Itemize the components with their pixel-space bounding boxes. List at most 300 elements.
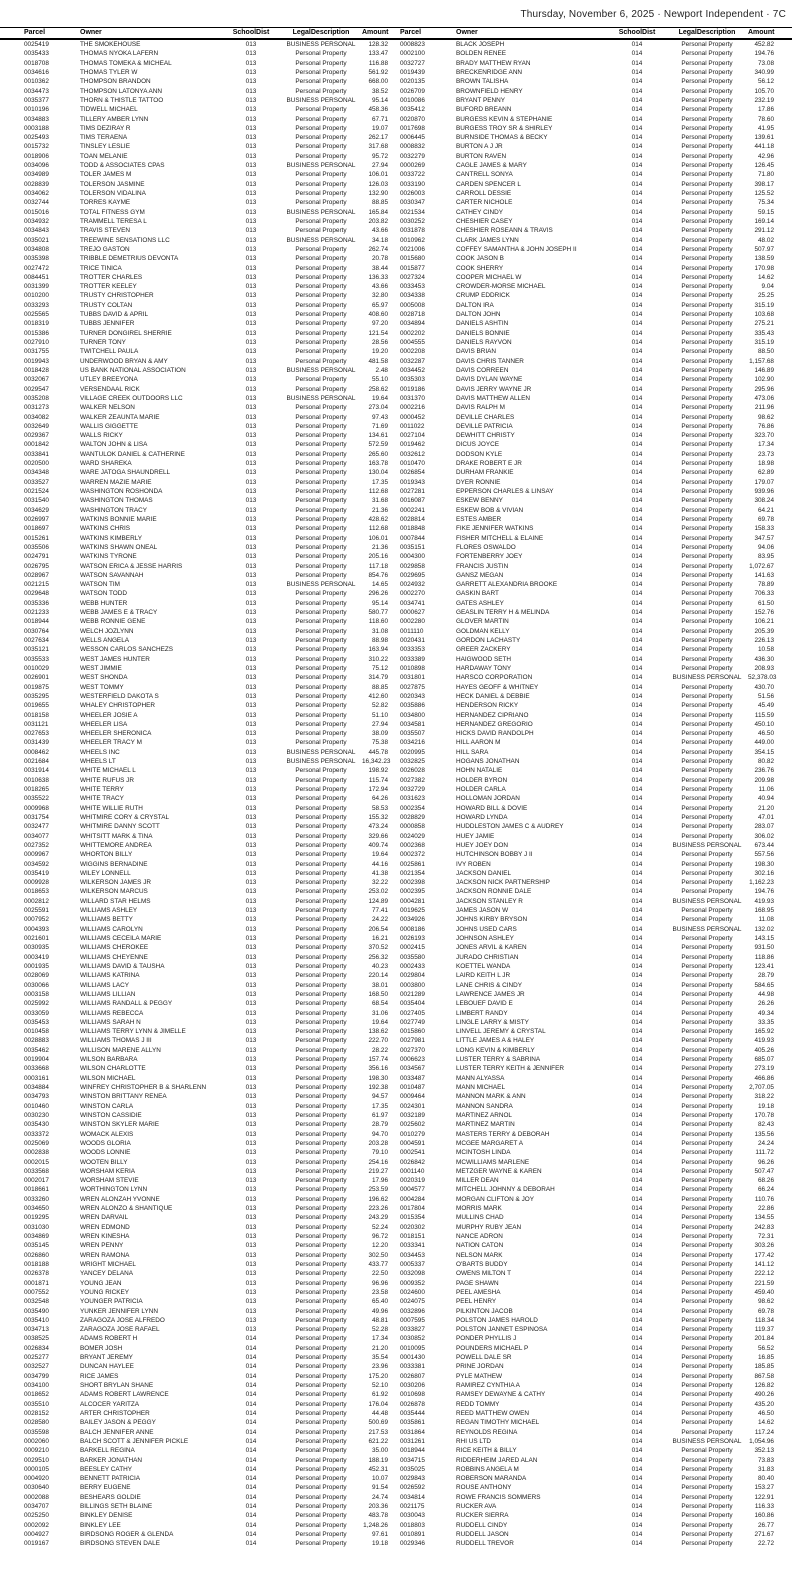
parcel-cell: 0026003 [400,190,425,197]
parcel-cell: 0026878 [400,1400,425,1408]
table-row [0,254,396,263]
amount-cell: 94.57 [372,1093,388,1101]
owner-cell: THOMAS NYOKA LAFERN [80,50,159,58]
amount-cell: 138.62 [368,1028,388,1036]
table-row [0,1195,396,1204]
legaldescription-cell: Personal Property [681,1046,733,1054]
schooldist-cell: 014 [631,329,643,337]
owner-cell: HERNANDEZ GREGORIO [456,720,533,728]
owner-cell: WILKERSON JAMES JR [80,879,152,887]
legaldescription-cell: Personal Property [681,227,733,235]
legaldescription-cell: Personal Property [681,1242,733,1250]
parcel-cell: 0008823 [400,41,425,48]
legaldescription-cell: Personal Property [295,1270,347,1278]
amount-cell: 112.68 [368,488,388,495]
parcel-cell: 0034100 [24,1382,49,1389]
legaldescription-cell: Personal Property [681,1000,733,1008]
parcel-cell: 0035510 [24,1400,49,1408]
owner-cell: NANCE ADRON [456,1233,503,1240]
parcel-cell: 0004927 [24,1531,49,1538]
table-row [0,77,396,86]
amount-cell: 253.02 [368,888,388,896]
schooldist-cell: 013 [245,935,257,942]
table-row [396,282,792,291]
schooldist-cell: 014 [631,1531,643,1538]
table-row [396,310,792,319]
schooldist-cell: 013 [245,730,257,738]
owner-cell: WELLS ANGELA [80,637,130,644]
owner-cell: FORTENBERRY JOEY [456,553,523,561]
parcel-cell: 0019943 [24,357,49,365]
legaldescription-cell: Personal Property [295,441,347,449]
table-row [396,1465,792,1474]
owner-cell: ESKEW BENNY [456,497,503,505]
table-row [396,115,792,124]
schooldist-cell: 014 [631,450,643,458]
parcel-cell: 0021354 [400,869,425,877]
owner-cell: WILLIAMS TERRY LYNN & JIMELLE [80,1028,186,1036]
legaldescription-cell: Personal Property [295,1158,347,1166]
amount-cell: 473.06 [754,394,774,402]
legaldescription-cell: Personal Property [681,609,733,617]
parcel-cell: 0029858 [400,562,425,570]
amount-cell: 52.82 [372,702,388,710]
parcel-cell: 0034452 [400,366,425,374]
amount-cell: 115.59 [754,711,774,719]
schooldist-cell: 014 [631,1186,643,1194]
amount-cell: 79.10 [372,1149,388,1157]
schooldist-cell: 014 [631,1093,643,1101]
amount-cell: 939.96 [754,488,774,495]
schooldist-cell: 013 [245,1270,257,1278]
schooldist-cell: 014 [631,1540,643,1548]
legaldescription-cell: Personal Property [681,525,733,533]
schooldist-cell: 013 [245,981,257,989]
legaldescription-cell: Personal Property [295,1354,347,1362]
owner-cell: DICUS JOYCE [456,441,499,449]
owner-cell: WHITSITT MARK & TINA [80,832,153,840]
schooldist-cell: 014 [631,1279,643,1287]
table-row [396,468,792,477]
parcel-cell: 0021215 [24,581,49,589]
owner-cell: DEWHITT CHRISTY [456,432,515,440]
schooldist-cell: 013 [245,953,257,961]
parcel-cell: 0033260 [24,1195,49,1203]
amount-cell: 17.35 [372,478,388,486]
amount-cell: 203.28 [368,1139,388,1147]
owner-cell: RAMSEY DEWAYNE & CATHY [456,1391,546,1399]
parcel-cell: 0020319 [400,1177,425,1185]
owner-cell: CARTER NICHOLE [456,199,513,207]
owner-cell: WATSON TIM [80,581,120,589]
owner-cell: HARDAWAY TONY [456,664,512,672]
schooldist-cell: 013 [245,385,257,393]
schooldist-cell: 014 [631,1316,643,1324]
table-row [396,1120,792,1129]
table-row [396,543,792,552]
schooldist-cell: 013 [245,1205,257,1213]
legaldescription-cell: Personal Property [295,1074,347,1082]
amount-cell: 188.19 [368,1456,388,1464]
parcel-cell: 0035861 [400,1419,425,1427]
legaldescription-cell: Personal Property [295,1437,347,1445]
legaldescription-cell: Personal Property [681,1521,733,1529]
parcel-cell: 0031864 [400,1428,425,1436]
owner-cell: WREN KINESHA [80,1233,130,1240]
schooldist-cell: 013 [245,1186,257,1194]
parcel-cell: 0020500 [24,460,49,468]
parcel-cell: 0010898 [400,664,425,672]
parcel-cell: 0032287 [400,357,425,365]
schooldist-cell: 013 [245,236,257,244]
parcel-cell: 0026807 [400,1372,425,1380]
owner-cell: HOLDER BYRON [456,776,508,784]
amount-cell: 91.54 [372,1484,388,1492]
legaldescription-cell: Personal Property [681,1503,733,1511]
owner-cell: HUEY JAMIE [456,832,495,840]
amount-cell: 28.22 [372,1046,388,1054]
schooldist-cell: 014 [245,1540,257,1548]
parcel-cell: 0030043 [400,1512,425,1520]
schooldist-cell: 014 [631,1484,643,1492]
table-row [396,887,792,896]
amount-cell: 500.69 [368,1419,388,1427]
legaldescription-cell: Personal Property [681,553,733,561]
table-row [396,645,792,654]
legaldescription-cell: Personal Property [681,124,733,132]
amount-cell: 673.44 [754,841,774,849]
amount-cell: 46.50 [758,1409,774,1417]
owner-cell: TRIBBLE DEMETRIUS DEVONTA [80,255,179,263]
parcel-cell: 0030206 [400,1382,425,1389]
amount-cell: 98.62 [758,413,774,421]
parcel-cell: 0027281 [400,488,425,495]
amount-cell: 19.18 [372,1540,388,1548]
amount-cell: 44.16 [372,860,388,868]
owner-cell: BESHEARS GOLDIE [80,1493,141,1501]
legaldescription-cell: Personal Property [295,124,347,132]
legaldescription-cell: Personal Property [295,1065,347,1073]
amount-cell: 31.68 [372,497,388,505]
parcel-cell: 0034715 [400,1456,425,1464]
amount-cell: 27.94 [372,162,388,170]
owner-cell: WATKINS KIMBERLY [80,534,143,542]
amount-cell: 253.59 [368,1186,388,1194]
legaldescription-cell: Personal Property [295,478,347,486]
amount-cell: 143.15 [754,935,774,942]
owner-cell: MCINTOSH LINDA [456,1149,511,1157]
schooldist-cell: 013 [245,618,257,626]
amount-cell: 445.78 [368,748,388,756]
schooldist-cell: 014 [631,1437,643,1445]
owner-cell: DUNCAN HAYLEE [80,1363,134,1371]
owner-cell: PILKINTON JACOB [456,1307,513,1315]
parcel-cell: 0034062 [24,190,49,197]
legaldescription-cell: Personal Property [295,497,347,505]
amount-cell: 206.54 [368,925,388,933]
schooldist-cell: 014 [631,1512,643,1520]
legaldescription-cell: Personal Property [295,1102,347,1110]
amount-cell: 354.15 [754,748,774,756]
schooldist-cell: 013 [245,590,257,598]
parcel-cell: 0010200 [24,292,49,300]
legaldescription-cell: Personal Property [681,1093,733,1101]
amount-cell: 10.07 [372,1475,388,1483]
table-row [396,142,792,151]
schooldist-cell: 014 [631,1205,643,1213]
table-row [396,608,792,617]
table-row [396,738,792,747]
schooldist-cell: 014 [631,1130,643,1138]
parcel-cell: 0027653 [24,730,49,738]
legaldescription-cell: Personal Property [295,199,347,207]
owner-cell: HILL SARA [456,748,489,756]
schooldist-cell: 014 [631,1354,643,1362]
schooldist-cell: 014 [631,674,643,682]
legaldescription-cell: Personal Property [681,1121,733,1129]
schooldist-cell: 013 [245,786,257,793]
legaldescription-cell: Personal Property [295,562,347,570]
legaldescription-cell: Personal Property [681,981,733,989]
parcel-cell: 0035121 [24,646,49,654]
schooldist-cell: 013 [245,376,257,384]
parcel-cell: 0030640 [24,1484,49,1492]
schooldist-cell: 013 [245,96,257,104]
legaldescription-cell: BUSINESS PERSONAL [286,366,356,374]
owner-cell: HERNANDEZ CIPRIANO [456,711,529,719]
parcel-cell: 0003188 [24,124,49,132]
legaldescription-cell: Personal Property [295,385,347,393]
table-row [0,832,396,841]
amount-cell: 75.34 [758,199,774,207]
parcel-cell: 0019655 [24,702,49,710]
legaldescription-cell: Personal Property [681,935,733,942]
amount-cell: 80.82 [758,758,774,766]
parcel-cell: 0018944 [24,618,49,626]
legaldescription-cell: Personal Property [681,720,733,728]
amount-cell: 9.04 [761,283,774,291]
table-row [0,981,396,990]
schooldist-cell: 014 [631,432,643,440]
table-row [396,878,792,887]
parcel-cell: 0025250 [24,1512,49,1520]
parcel-cell: 0031399 [24,283,49,291]
table-row [396,990,792,999]
schooldist-cell: 013 [245,897,257,905]
amount-cell: 408.60 [368,311,388,319]
parcel-cell: 0031121 [24,720,49,728]
parcel-cell: 0035151 [400,543,425,551]
legaldescription-cell: Personal Property [295,59,347,67]
legaldescription-cell: Personal Property [681,1326,733,1334]
schooldist-cell: 013 [245,683,257,691]
owner-cell: WARE JATOGA SHAUNDRELL [80,469,171,477]
parcel-cell: 0002415 [400,944,425,952]
owner-cell: HOLDER CARLA [456,786,506,793]
table-row [396,925,792,934]
table-row [0,673,396,682]
schooldist-cell: 013 [245,217,257,225]
legaldescription-cell: Personal Property [681,1223,733,1231]
schooldist-cell: 014 [631,879,643,887]
legaldescription-cell: Personal Property [681,301,733,309]
parcel-cell: 0021233 [24,609,49,617]
table-row [396,1018,792,1027]
owner-cell: WILLIAMS BETTY [80,916,133,924]
owner-cell: HOLLOMAN JORDAN [456,795,520,803]
owner-cell: GANSZ MEGAN [456,571,504,579]
schooldist-cell: 013 [245,1009,257,1017]
table-row [0,683,396,692]
table-row [396,254,792,263]
schooldist-cell: 014 [245,1484,257,1492]
parcel-cell: 0026193 [400,935,425,942]
owner-cell: WESSON CARLOS SANCHEZS [80,646,174,654]
schooldist-cell: 013 [245,441,257,449]
owner-cell: WALLS RICKY [80,432,123,440]
schooldist-cell: 014 [631,581,643,589]
owner-cell: JACKSON NICK PARTNERSHIP [456,879,550,887]
parcel-cell: 0035533 [24,655,49,663]
parcel-cell: 0020870 [400,115,425,123]
legaldescription-cell: Personal Property [295,1205,347,1213]
parcel-cell: 0010460 [24,1102,49,1110]
amount-cell: 168.50 [368,990,388,998]
legaldescription-cell: Personal Property [681,683,733,691]
schooldist-cell: 014 [631,1382,643,1389]
masthead: Thursday, November 6, 2025 · Newport Independent · 7C [520,9,786,20]
parcel-cell: 0035453 [24,1018,49,1026]
table-row [396,1325,792,1334]
parcel-cell: 0035507 [400,730,425,738]
legaldescription-cell: Personal Property [681,1456,733,1464]
schooldist-cell: 014 [631,804,643,812]
table-row [0,1204,396,1213]
parcel-cell: 0001935 [24,962,49,970]
owner-cell: TRUSTY CHRISTOPHER [80,292,154,300]
owner-cell: WORSHAM STEVIE [80,1177,139,1185]
legaldescription-cell: Personal Property [295,646,347,654]
table-row [396,68,792,77]
table-row [396,636,792,645]
parcel-cell: 0010279 [400,1130,425,1138]
amount-cell: 163.94 [368,646,388,654]
table-row [396,1092,792,1101]
amount-cell: 273.04 [368,404,388,412]
owner-cell: DAVIS DYLAN WAYNE [456,376,523,384]
amount-cell: 43.66 [372,227,388,235]
parcel-cell: 0030764 [24,627,49,635]
parcel-cell: 0028967 [24,571,49,579]
table-row [396,1511,792,1520]
parcel-cell: 0003161 [24,1074,49,1082]
parcel-cell: 0004300 [400,553,425,561]
amount-cell: 24.74 [372,1493,388,1501]
amount-cell: 40.94 [758,795,774,803]
legaldescription-cell: Personal Property [295,571,347,579]
table-row [396,673,792,682]
owner-cell: JACKSON RONNIE DALE [456,888,532,896]
parcel-cell: 0001842 [24,441,49,449]
amount-cell: 347.57 [754,534,774,542]
schooldist-cell: 014 [631,171,643,179]
table-row [396,1334,792,1343]
amount-cell: 452.31 [368,1465,388,1473]
legaldescription-cell: Personal Property [681,366,733,374]
schooldist-cell: 013 [245,1074,257,1082]
legaldescription-cell: Personal Property [681,1251,733,1259]
legaldescription-cell: Personal Property [295,1465,347,1473]
table-row [396,208,792,217]
schooldist-cell: 013 [245,469,257,477]
amount-cell: 262.74 [368,245,388,253]
owner-cell: BRYANT PENNY [456,96,506,104]
owner-cell: JOHNSON ASHLEY [456,935,514,942]
owner-cell: WOODS GLORIA [80,1139,131,1147]
legaldescription-cell: Personal Property [681,990,733,998]
legaldescription-cell: Personal Property [295,972,347,980]
column-header-schooldist: SchoolDist [608,28,666,40]
amount-cell: 295.96 [754,385,774,393]
parcel-cell: 0026592 [400,1484,425,1492]
legaldescription-cell: Personal Property [681,832,733,840]
owner-cell: GORDON LACHASTY [456,637,521,644]
schooldist-cell: 013 [245,1214,257,1222]
parcel-cell: 0007595 [400,1316,425,1324]
amount-cell: 243.29 [368,1214,388,1222]
amount-cell: 507.97 [754,245,774,253]
table-row [0,1213,396,1222]
parcel-cell: 0019875 [24,683,49,691]
owner-cell: MORRIS MARK [456,1205,502,1213]
schooldist-cell: 013 [245,1279,257,1287]
schooldist-cell: 014 [631,599,643,607]
amount-cell: 136.33 [368,273,388,281]
owner-cell: WILLIAMS REBECCA [80,1009,144,1017]
legaldescription-cell: Personal Property [681,646,733,654]
table-row [396,1344,792,1353]
owner-cell: GREER ZACKERY [456,646,511,654]
legaldescription-cell: Personal Property [681,907,733,915]
parcel-cell: 0032067 [24,376,49,384]
legaldescription-cell: Personal Property [681,1074,733,1082]
legaldescription-cell: Personal Property [295,488,347,495]
legaldescription-cell: BUSINESS PERSONAL [286,96,356,104]
owner-cell: WASHINGTON ROSHONDA [80,488,163,495]
schooldist-cell: 013 [245,1242,257,1250]
amount-cell: 123.41 [754,962,774,970]
parcel-cell: 0001871 [24,1279,49,1287]
schooldist-cell: 014 [631,609,643,617]
owner-cell: POLSTON JANNET ESPINOSA [456,1326,548,1334]
amount-cell: 273.19 [754,1065,774,1073]
parcel-cell: 0020302 [400,1223,425,1231]
owner-cell: BARKELL REGINA [80,1447,135,1455]
legaldescription-cell: Personal Property [681,59,733,67]
schooldist-cell: 014 [631,888,643,896]
table-row [0,39,396,49]
table-row [396,617,792,626]
schooldist-cell: 014 [631,590,643,598]
owner-cell: ALCOCER YARITZA [80,1400,140,1408]
parcel-cell: 0025069 [24,1139,49,1147]
amount-cell: 117.24 [754,1428,774,1436]
owner-cell: MANN MICHAEL [456,1084,506,1091]
parcel-cell: 0007952 [24,916,49,924]
table-row [0,701,396,710]
schooldist-cell: 013 [245,758,257,766]
amount-cell: 205.39 [754,627,774,635]
